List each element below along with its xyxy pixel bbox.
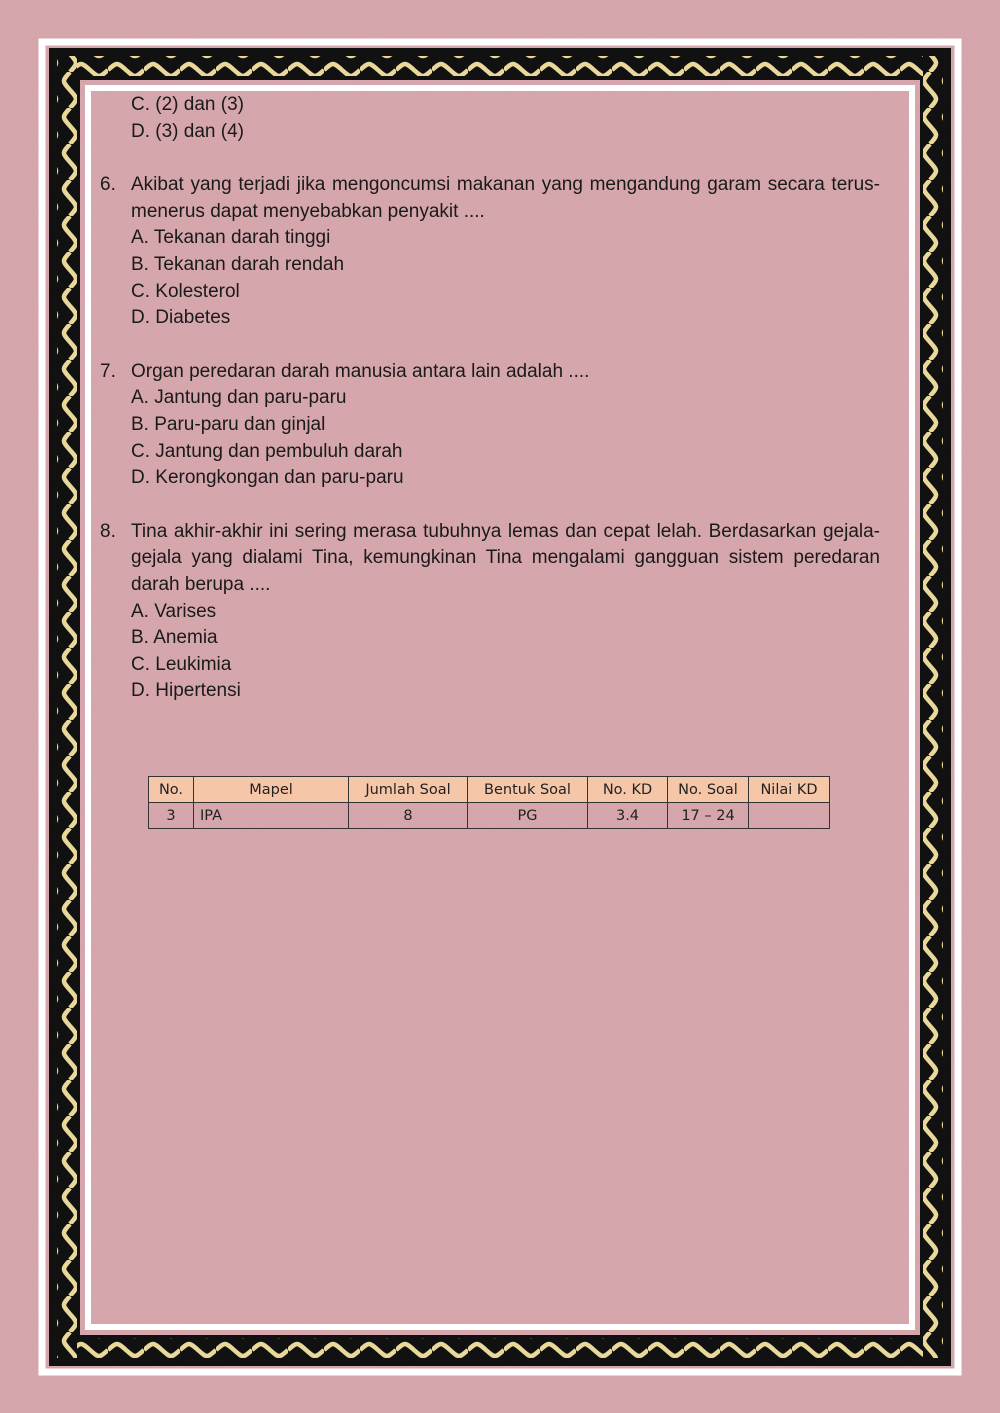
option-label: A. (131, 387, 149, 409)
option-label: D. (131, 467, 150, 489)
question-6 (100, 172, 880, 332)
option-label: C. (131, 280, 150, 302)
option-item (131, 225, 880, 252)
question-content (100, 92, 880, 705)
option-item (131, 119, 880, 146)
info-table (148, 776, 830, 829)
option-item (131, 385, 880, 412)
option-label: B. (131, 253, 149, 275)
table-cell: 3.4 (588, 803, 668, 829)
option-label: A. (131, 227, 149, 249)
table-cell: IPA (194, 803, 349, 829)
option-label: B. (131, 413, 149, 435)
table-cell: PG (468, 803, 588, 829)
table-header-cell: Nilai KD (749, 777, 830, 803)
option-text: Tekanan darah tinggi (153, 227, 331, 249)
table-row (149, 803, 830, 829)
option-item (131, 625, 880, 652)
table-header-cell: Bentuk Soal (468, 777, 588, 803)
option-text: Kolesterol (155, 280, 240, 302)
option-label: B. (131, 627, 149, 649)
option-label: D. (131, 120, 150, 142)
option-label: D. (131, 307, 150, 329)
option-item (131, 439, 880, 466)
option-item (131, 599, 880, 626)
table-header-row (149, 777, 830, 803)
option-text: Tekanan darah rendah (153, 253, 345, 275)
question-number: 8. (100, 520, 116, 542)
option-label: C. (131, 440, 150, 462)
option-item (131, 305, 880, 332)
question-8 (100, 519, 880, 705)
question-7 (100, 359, 880, 492)
option-text: Hipertensi (155, 680, 241, 702)
option-text: Paru-paru dan ginjal (154, 413, 326, 435)
option-label: A. (131, 600, 149, 622)
previous-question-options (100, 92, 880, 145)
option-label: C. (131, 94, 150, 115)
option-item (131, 652, 880, 679)
option-item (131, 678, 880, 705)
table-cell: 17 – 24 (668, 803, 749, 829)
option-item (131, 92, 880, 119)
option-text: Jantung dan pembuluh darah (155, 440, 403, 462)
option-text: Leukimia (155, 653, 232, 675)
option-text: Varises (154, 600, 217, 622)
option-item (131, 252, 880, 279)
table-cell: 8 (349, 803, 468, 829)
table-header-cell: Jumlah Soal (349, 777, 468, 803)
question-number: 6. (100, 174, 116, 196)
option-label: D. (131, 680, 150, 702)
option-text: (3) dan (4) (155, 120, 244, 142)
option-text: Jantung dan paru-paru (154, 387, 347, 409)
option-item (131, 279, 880, 306)
table-cell: 3 (149, 803, 194, 829)
question-text: Organ peredaran darah manusia antara lain adalah .... (131, 360, 590, 382)
table-header-cell: No. (149, 777, 194, 803)
option-text: Anemia (153, 627, 218, 649)
table-header-cell: Mapel (194, 777, 349, 803)
option-item (131, 465, 880, 492)
question-text: Akibat yang terjadi jika mengoncumsi makanan yang mengandung garam secara terus-menerus dapat menyebabkan penyakit .... (131, 174, 880, 222)
question-number: 7. (100, 360, 116, 382)
option-item (131, 412, 880, 439)
option-label: C. (131, 653, 150, 675)
question-text: Tina akhir-akhir ini sering merasa tubuhnya lemas dan cepat lelah. Berdasarkan gejala-gejala yang dialami Tina, kemungkinan Tina mengalami gangguan sistem peredaran darah berupa .... (131, 520, 880, 595)
option-text: Diabetes (155, 307, 231, 329)
option-text: (2) dan (3) (155, 94, 244, 115)
option-text: Kerongkongan dan paru-paru (155, 467, 404, 489)
table-header-cell: No. KD (588, 777, 668, 803)
table-header-cell: No. Soal (668, 777, 749, 803)
table-cell (749, 803, 830, 829)
